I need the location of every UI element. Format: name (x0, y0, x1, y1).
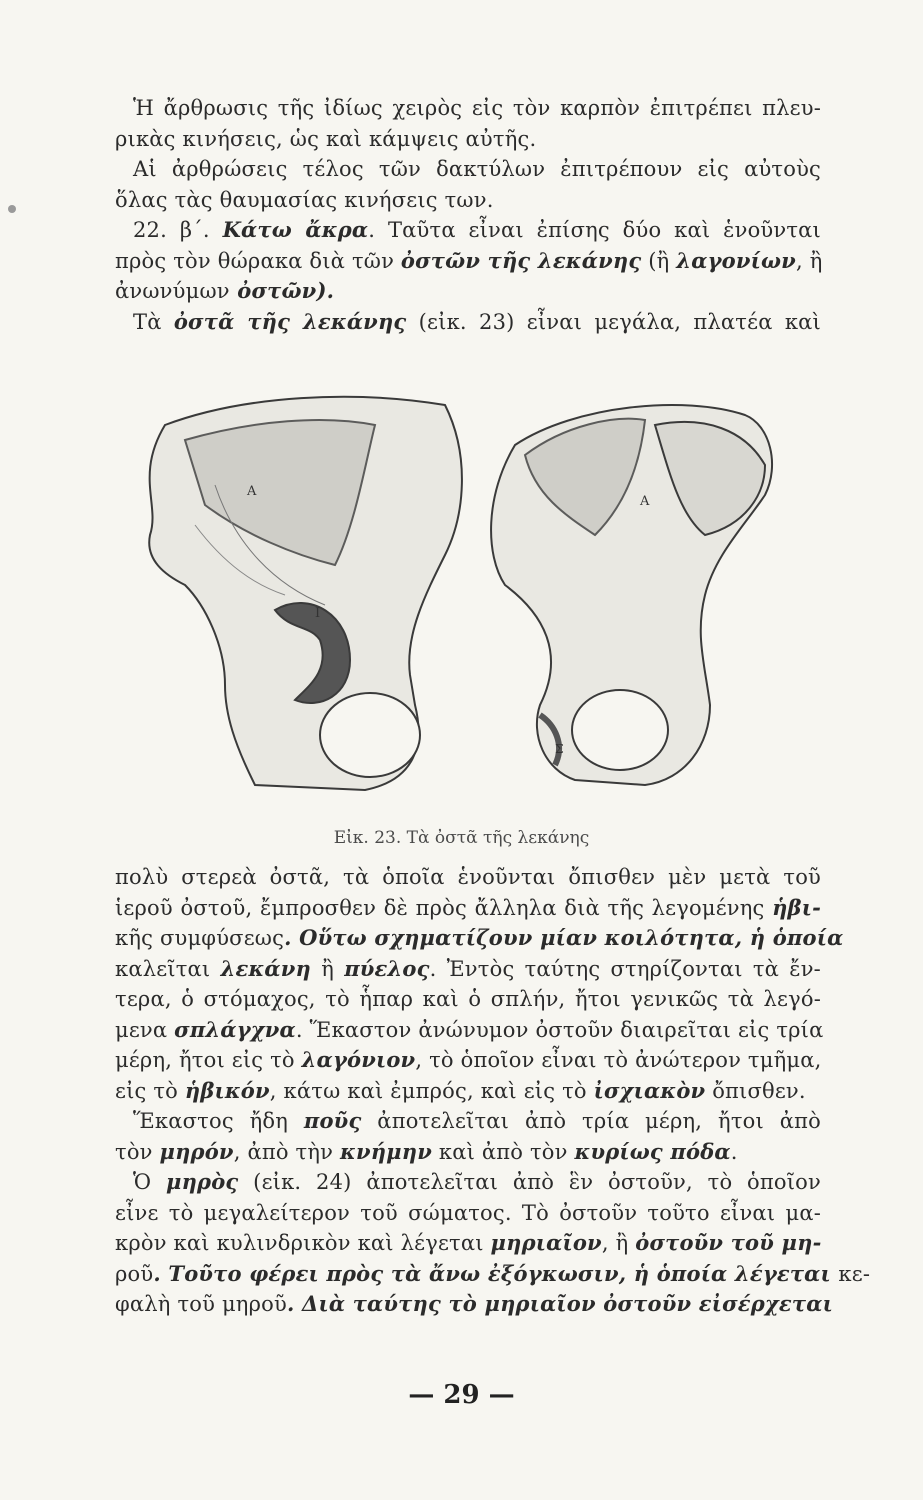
text-line (115, 1198, 821, 1229)
emphasized-term: ὀστῶν τῆς λεκάνης (400, 247, 642, 273)
text-line (115, 154, 821, 185)
text-run: . (730, 1139, 738, 1164)
text-line (115, 246, 821, 277)
figure-label-left-a: A (247, 484, 257, 499)
text-line (115, 1045, 821, 1076)
text-run: Ἕκαστος ἤδη (133, 1109, 304, 1133)
emphasized-term: λαγονίων (676, 247, 796, 273)
bottom-paragraphs (115, 862, 871, 1320)
text-line (115, 923, 844, 954)
emphasized-term: σπλάγχνα (174, 1016, 296, 1042)
emphasized-term: . Τοῦτο φέρει πρὸς τὰ ἄνω ἐξόγκωσιν, ἡ ὁποία λέγεται (153, 1260, 839, 1286)
text-run: (ἢ (641, 248, 677, 273)
text-run: καλεῖται (115, 956, 221, 981)
text-line (115, 93, 821, 124)
text-run: , ἢ (795, 248, 823, 273)
emphasized-term: Κάτω ἄκρα (222, 217, 369, 242)
emphasized-term: ὀστῶν). (229, 278, 335, 303)
text-run: καὶ ἀπὸ τὸν (432, 1139, 575, 1164)
text-line (115, 984, 821, 1015)
text-run: ἀνωνύμων (115, 279, 230, 303)
emphasized-term: κυρίως πόδα (574, 1138, 731, 1164)
text-line (115, 1289, 833, 1320)
text-line (115, 215, 821, 246)
left-hip-bone (149, 397, 462, 790)
figure-label-right-a: A (640, 494, 650, 509)
emphasized-term: ἡβι- (772, 894, 821, 920)
text-run: , ἀπὸ τὴν (233, 1139, 340, 1164)
pelvis-bones-figure (125, 385, 805, 805)
emphasized-term: . Διὰ ταύτης τὸ μηριαῖον ὀστοῦν εἰσέρχεται (286, 1291, 833, 1316)
figure-label-left-i: I (315, 606, 321, 621)
emphasized-term: . Οὕτω σχηματίζουν μίαν κοιλότητα, ἡ ὁποία (284, 925, 844, 950)
emphasized-term: λαγόνιον (301, 1047, 416, 1072)
emphasized-term: ὀστᾶ τῆς λεκάνης (173, 308, 407, 334)
text-run: κρὸν καὶ κυλινδρικὸν καὶ λέγεται (115, 1231, 491, 1255)
text-run: (εἰκ. 23) εἶναι μεγάλα, πλατέα καὶ (406, 309, 821, 334)
text-run: κε- (838, 1261, 871, 1286)
text-run: , ἢ (601, 1231, 636, 1255)
text-run: . Ἐντὸς ταύτης στηρίζονται τὰ ἔν- (429, 956, 821, 981)
top-paragraphs (115, 93, 821, 337)
emphasized-term: λεκάνη (220, 955, 311, 981)
emphasized-term: ὀστοῦν τοῦ μη- (635, 1230, 822, 1255)
text-run: μενα (115, 1017, 175, 1042)
text-line (115, 307, 821, 338)
text-run: 22. β΄. (133, 218, 223, 242)
text-run: Ὁ (133, 1170, 167, 1194)
text-line (115, 276, 821, 307)
text-run: ὄπισθεν. (705, 1078, 806, 1103)
text-line (115, 1015, 824, 1046)
text-run: Ἡ ἄρθρωσις τῆς ἰδίως χειρὸς εἰς τὸν καρπὸν ἐπιτρέπει πλευ- (133, 96, 821, 120)
right-hip-bone (491, 405, 772, 785)
text-run: . Ταῦτα εἶναι ἐπίσης δύο καὶ ἑνοῦνται (368, 218, 821, 242)
text-run: Αἱ ἀρθρώσεις τέλος τῶν δακτύλων ἐπιτρέπουν εἰς αὐτοὺς (133, 157, 821, 181)
text-run: , τὸ ὁποῖον εἶναι τὸ ἀνώτερον τμῆμα, (415, 1048, 822, 1072)
figure-caption: Εἰκ. 23. Τὰ ὀστᾶ τῆς λεκάνης (333, 828, 590, 848)
text-line (115, 862, 821, 893)
text-line (115, 1076, 821, 1107)
text-run: φαλὴ τοῦ μηροῦ (115, 1292, 287, 1316)
emphasized-term: πύελος (344, 955, 430, 981)
text-run: ἀποτελεῖται ἀπὸ τρία μέρη, ἤτοι ἀπὸ (361, 1109, 821, 1133)
emphasized-term: ποῦς (303, 1108, 362, 1133)
text-run: ἢ (311, 956, 345, 981)
text-run: (εἰκ. 24) ἀποτελεῖται ἀπὸ ἓν ὀστοῦν, τὸ ὁποῖον (238, 1170, 821, 1194)
emphasized-term: ἡβικόν (184, 1077, 270, 1103)
emphasized-term: κνήμην (340, 1138, 432, 1164)
text-run: τὸν (115, 1139, 160, 1164)
text-run: εἶνε τὸ μεγαλείτερον τοῦ σώματος. Τὸ ὀστοῦν τοῦτο εἶναι μα- (115, 1200, 821, 1225)
figure-label-right-s: Σ (555, 742, 564, 756)
emphasized-term: μηρόν (159, 1138, 234, 1164)
page-number: — 29 — (408, 1380, 515, 1410)
text-run: , κάτω καὶ ἐμπρός, καὶ εἰς τὸ (269, 1078, 594, 1103)
text-run: Τὰ (133, 309, 174, 334)
emphasized-term: μηριαῖον (490, 1230, 602, 1255)
text-line (115, 124, 821, 155)
text-line (115, 1137, 821, 1168)
text-run: εἰς τὸ (115, 1078, 185, 1103)
text-run: ρικὰς κινήσεις, ὡς καὶ κάμψεις αὐτῆς. (115, 126, 537, 151)
text-run: πρὸς τὸν θώρακα διὰ τῶν (115, 248, 401, 273)
text-run: πολὺ στερεὰ ὀστᾶ, τὰ ὁποῖα ἑνοῦνται ὄπισθεν μὲν μετὰ τοῦ (115, 865, 821, 889)
text-run: τερα, ὁ στόμαχος, τὸ ἧπαρ καὶ ὁ σπλήν, ἤτοι γενικῶς τὰ λεγό- (115, 987, 821, 1011)
scan-speck (8, 205, 16, 213)
text-run: ἱεροῦ ὀστοῦ, ἔμπροσθεν δὲ πρὸς ἄλληλα διὰ τῆς λεγομένης (115, 895, 773, 920)
text-line (115, 1106, 821, 1137)
text-run: μέρη, ἤτοι εἰς τὸ (115, 1048, 302, 1072)
text-line (115, 1228, 821, 1259)
text-line (115, 1259, 871, 1290)
text-line (115, 954, 821, 985)
text-line (115, 185, 821, 216)
text-run: . Ἕκαστον ἀνώνυμον ὀστοῦν διαιρεῖται εἰς τρία (295, 1017, 824, 1042)
text-run: κῆς συμφύσεως (115, 926, 285, 950)
text-line (115, 893, 821, 924)
emphasized-term: μηρὸς (166, 1169, 239, 1194)
emphasized-term: ἰσχιακὸν (593, 1077, 706, 1103)
text-run: ροῦ (115, 1261, 154, 1286)
text-run: ὅλας τὰς θαυμασίας κινήσεις των. (115, 187, 494, 212)
text-line (115, 1167, 821, 1198)
